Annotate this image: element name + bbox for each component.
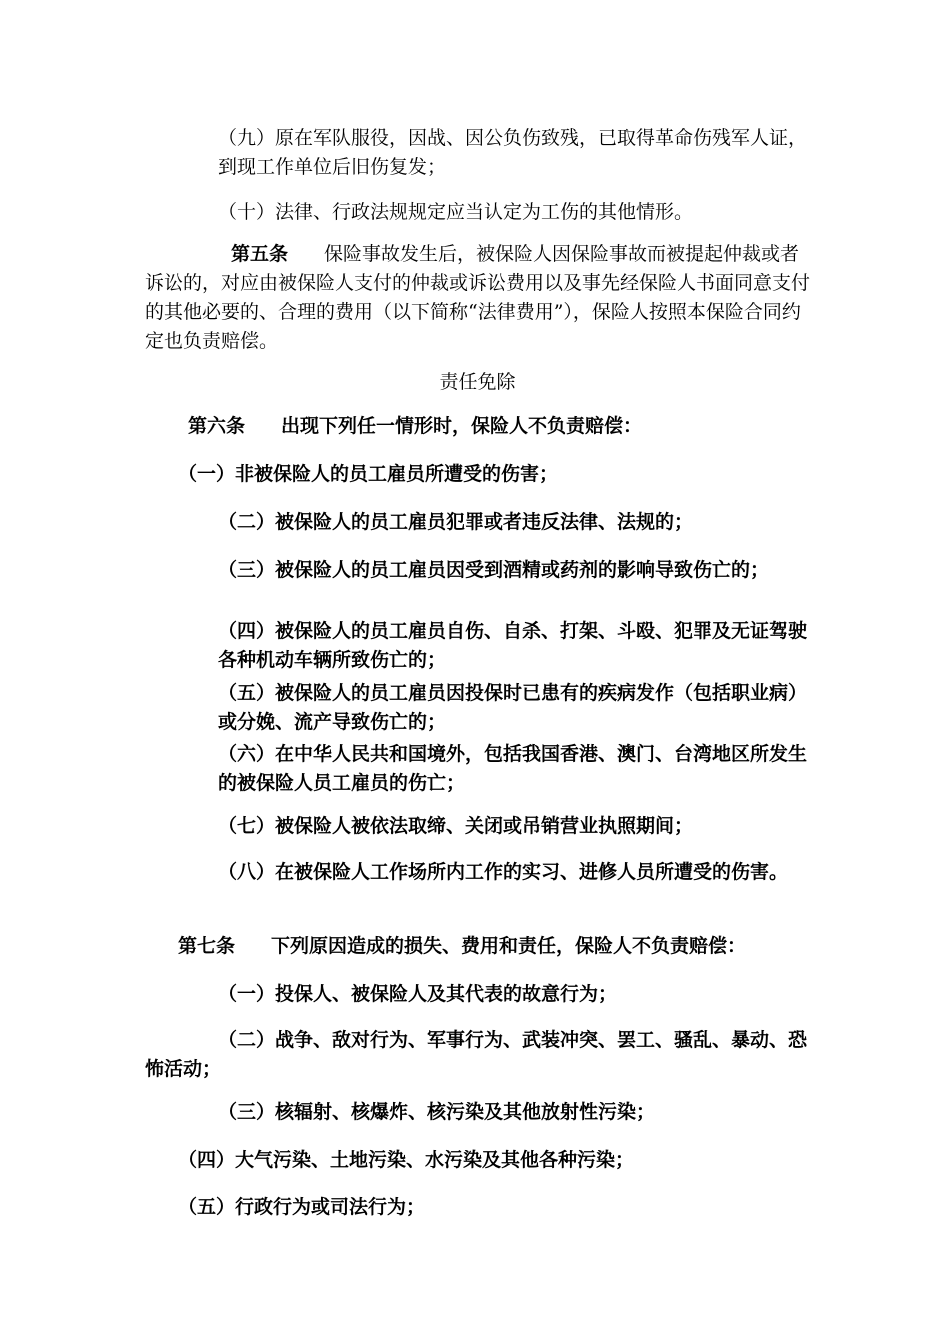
article-5 — [145, 240, 810, 356]
article-6-label: 第六条 — [188, 415, 246, 437]
article-6-item-3: （三）被保险人的员工雇员因受到酒精或药剂的影响导致伤亡的； — [218, 559, 770, 581]
article-6-item-7: （七）被保险人被依法取缔、关闭或吊销营业执照期间； — [218, 815, 694, 837]
clause-9: （九）原在军队服役，因战、因公负伤致残，已取得革命伤残军人证，到现工作单位后旧伤复发； — [218, 127, 808, 178]
article-6-text: 出现下列任一情形时，保险人不负责赔偿： — [281, 415, 643, 437]
article-7-item-1: （一）投保人、被保险人及其代表的故意行为； — [218, 983, 618, 1005]
article-7-item-2: （二）战争、敌对行为、军事行为、武装冲突、罢工、骚乱、暴动、恐怖活动； — [145, 1029, 808, 1080]
article-7 — [178, 932, 818, 961]
article-7-label: 第七条 — [178, 935, 236, 957]
article-6-item-8: （八）在被保险人工作场所内工作的实习、进修人员所遭受的伤害。 — [218, 861, 789, 883]
article-5-text: 保险事故发生后，被保险人因保险事故而被提起仲裁或者诉讼的，对应由被保险人支付的仲裁或诉讼费用以及事先经保险人书面同意支付的其他必要的、合理的费用（以下简称“法律费用”），保险人按照本保险合同约定也负责赔偿。 — [145, 243, 811, 352]
article-6 — [188, 412, 810, 441]
article-5-label: 第五条 — [231, 243, 289, 265]
article-6-item-2: （二）被保险人的员工雇员犯罪或者违反法律、法规的； — [218, 511, 694, 533]
clause-10: （十）法律、行政法规规定应当认定为工伤的其他情形。 — [218, 201, 694, 223]
article-6-item-4: （四）被保险人的员工雇员自伤、自杀、打架、斗殴、犯罪及无证驾驶各种机动车辆所致伤亡的； — [218, 620, 808, 671]
article-6-item-6: （六）在中华人民共和国境外，包括我国香港、澳门、台湾地区所发生的被保险人员工雇员的伤亡； — [218, 743, 808, 794]
section-title: 责任免除 — [439, 371, 516, 393]
article-7-text: 下列原因造成的损失、费用和责任，保险人不负责赔偿： — [271, 935, 747, 957]
article-7-item-4: （四）大气污染、土地污染、水污染及其他各种污染； — [178, 1149, 635, 1171]
article-6-item-1: （一）非被保险人的员工雇员所遭受的伤害； — [178, 463, 559, 485]
article-7-item-5: （五）行政行为或司法行为； — [178, 1196, 426, 1218]
article-6-item-5: （五）被保险人的员工雇员因投保时已患有的疾病发作（包括职业病）或分娩、流产导致伤亡的； — [218, 682, 808, 733]
article-7-item-3: （三）核辐射、核爆炸、核污染及其他放射性污染； — [218, 1101, 656, 1123]
